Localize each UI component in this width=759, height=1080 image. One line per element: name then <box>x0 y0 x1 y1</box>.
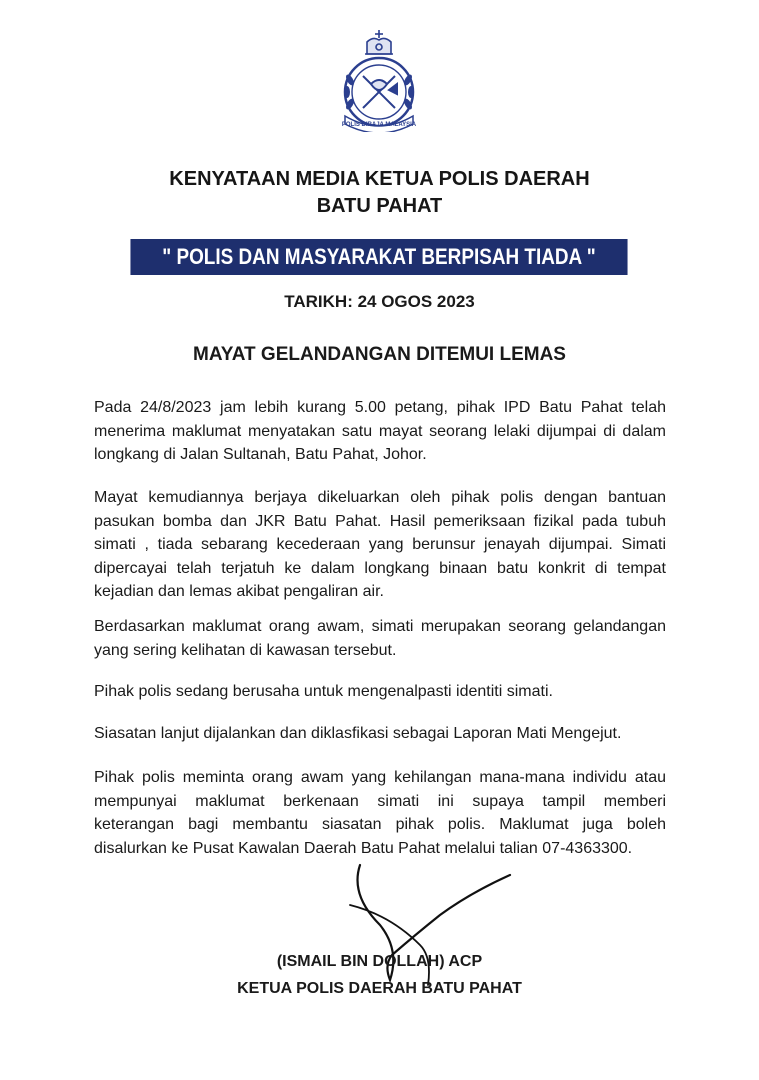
paragraph-line: pasukan bomba dan JKR Batu Pahat. Hasil pemeriksaan fizikal pada tubuh <box>94 512 666 530</box>
slogan-banner: " POLIS DAN MASYARAKAT BERPISAH TIADA " <box>130 239 627 275</box>
signatory-name: (ISMAIL BIN DOLLAH) ACP <box>276 953 483 970</box>
paragraph-line: Pihak polis meminta orang awam yang kehilangan mana-mana individu atau <box>94 769 666 786</box>
paragraph-line: Mayat kemudiannya berjaya dikeluarkan oleh pihak polis dengan bantuan <box>94 489 666 506</box>
headline: MAYAT GELANDANGAN DITEMUI LEMAS <box>193 344 566 365</box>
paragraph-line: kejadian dan lemas akibat pengaliran air. <box>94 583 384 600</box>
document-subtitle: BATU PAHAT <box>316 195 443 217</box>
svg-text:POLIS DIRAJA MALAYSIA: POLIS DIRAJA MALAYSIA <box>341 122 417 128</box>
paragraph-line: Pada 24/8/2023 jam lebih kurang 5.00 petang, pihak IPD Batu Pahat telah <box>94 399 666 416</box>
paragraph-2 <box>94 486 666 604</box>
paragraph-line: disalurkan ke Pusat Kawalan Daerah Batu Pahat melalui talian 07-4363300. <box>94 839 633 857</box>
paragraph-line: simati , tiada sebarang kecederaan yang berunsur jenayah dijumpai. Simati <box>94 536 666 553</box>
paragraph-6 <box>94 766 666 860</box>
paragraph-5 <box>94 722 666 746</box>
signatory-position: KETUA POLIS DAERAH BATU PAHAT <box>237 980 522 997</box>
paragraph-line: dipercayai telah terjatuh ke dalam longkang binaan batu konkrit di tempat <box>94 559 666 577</box>
signature-image <box>320 855 530 995</box>
paragraph-line: keterangan bagi membantu siasatan pihak polis. Maklumat juga boleh <box>94 816 666 833</box>
paragraph-1 <box>94 396 666 467</box>
paragraph-line: yang sering kelihatan di kawasan tersebut. <box>94 641 397 659</box>
paragraph-line: Siasatan lanjut dijalankan dan diklasfikasi sebagai Laporan Mati Mengejut. <box>94 725 622 742</box>
paragraph-line: Berdasarkan maklumat orang awam, simati merupakan seorang gelandangan <box>94 618 666 635</box>
paragraph-3 <box>94 615 666 662</box>
date-line: TARIKH: 24 OGOS 2023 <box>284 292 475 311</box>
document-title: KENYATAAN MEDIA KETUA POLIS DAERAH <box>169 168 590 190</box>
paragraph-4 <box>94 680 666 704</box>
paragraph-line: mempunyai maklumat berkenaan simati ini supaya tampil memberi <box>94 792 666 810</box>
paragraph-line: Pihak polis sedang berusaha untuk mengenalpasti identiti simati. <box>94 683 553 700</box>
police-crest-icon <box>331 24 427 132</box>
paragraph-line: menerima maklumat menyatakan satu mayat seorang lelaki dijumpai di dalam <box>94 422 666 440</box>
paragraph-line: longkang di Jalan Sultanah, Batu Pahat, Johor. <box>94 446 427 463</box>
